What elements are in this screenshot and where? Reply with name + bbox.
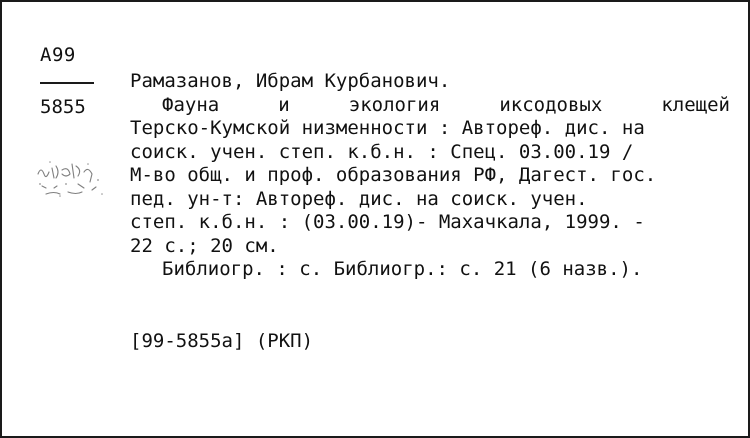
author-line: Рамазанов, Ибрам Курбанович. (130, 70, 451, 92)
title-word: и (278, 93, 290, 116)
title-line (130, 94, 730, 118)
entry-line: Терско-Кумской низменности : Автореф. дис. на (130, 117, 645, 139)
bibliography-note: Библиогр. : с. Библиогр.: с. 21 (6 назв.). (162, 258, 643, 280)
classification-mark: А99 (40, 44, 76, 66)
cutter-number: 5855 (40, 96, 86, 118)
entry-line: соиск. учен. степ. к.б.н. : Спец. 03.00.19 / (130, 140, 634, 163)
entry-line: М-во общ. и проф. образования РФ, Дагест. гос. (130, 164, 657, 186)
classmark-divider (40, 82, 94, 84)
faded-stamp-mark (32, 154, 108, 200)
order-number: [99-5855а] (РКП) (130, 330, 314, 352)
title-word: экология (348, 93, 441, 116)
title-word: иксодовых (499, 93, 603, 116)
title-word: Фауна (162, 93, 220, 116)
entry-line: степ. к.б.н. : (03.00.19)- Махачкала, 1999. - (130, 211, 645, 233)
bibliographic-entry (130, 70, 730, 282)
entry-line: 22 с.; 20 см. (130, 234, 279, 257)
entry-line: пед. ун-т: Автореф. дис. на соиск. учен. (130, 187, 588, 210)
title-word: клещей (661, 93, 730, 116)
